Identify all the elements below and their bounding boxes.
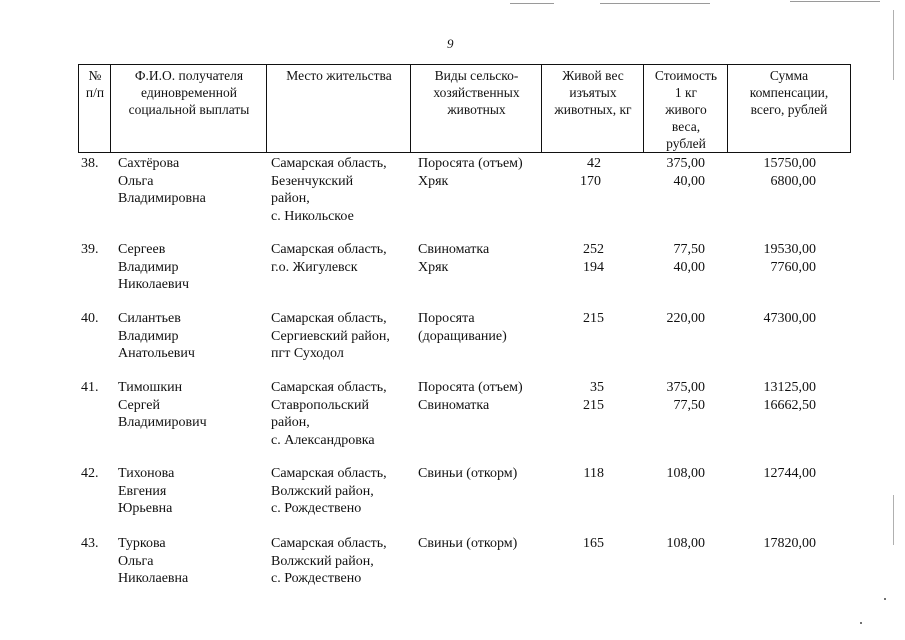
animal-types: Свиноматка Хряк	[418, 242, 490, 275]
header-live-weight: Живой вес изъятых животных, кг	[554, 68, 632, 117]
recipient-name: Туркова Ольга Николаевна	[118, 536, 189, 586]
scan-artifact-line	[790, 1, 880, 2]
animal-types: Поросята (доращивание)	[418, 311, 507, 344]
compensation-sum: 17820,00	[763, 536, 816, 551]
column-divider	[727, 64, 728, 153]
header-residence: Место жительства	[286, 68, 392, 83]
column-divider	[541, 64, 542, 153]
page-number: 9	[447, 36, 454, 51]
residence: Самарская область, Сергиевский район, пгт Суходол	[271, 311, 390, 361]
cost-per-kg: 375,00 77,50	[666, 380, 705, 413]
column-divider	[266, 64, 267, 153]
live-weight: 35 215	[583, 380, 604, 413]
cost-per-kg: 108,00	[666, 536, 705, 551]
residence: Самарская область, г.о. Жигулевск	[271, 242, 387, 275]
row-num: 38.	[81, 156, 99, 171]
cost-per-kg: 220,00	[666, 311, 705, 326]
row-num: 42.	[81, 466, 99, 481]
header-compensation: Сумма компенсации, всего, рублей	[749, 68, 829, 117]
cost-per-kg: 375,00 40,00	[666, 156, 705, 189]
animal-types: Поросята (отъем) Свиноматка	[418, 380, 523, 413]
live-weight: 252 194	[583, 242, 604, 275]
residence: Самарская область, Волжский район, с. Рождествено	[271, 536, 387, 586]
scan-artifact-dot	[860, 622, 862, 624]
header-cost-per-kg: Стоимость 1 кг живого веса, рублей	[654, 68, 718, 151]
column-divider	[410, 64, 411, 153]
cost-per-kg: 77,50 40,00	[673, 242, 705, 275]
animal-types: Свиньи (откорм)	[418, 536, 518, 551]
scan-artifact-line	[600, 3, 710, 4]
row-num: 43.	[81, 536, 99, 551]
row-num: 41.	[81, 380, 99, 395]
recipient-name: Сахтёрова Ольга Владимировна	[118, 156, 206, 206]
live-weight: 118	[583, 466, 604, 481]
animal-types: Свиньи (откорм)	[418, 466, 518, 481]
live-weight: 215	[583, 311, 604, 326]
header-name: Ф.И.О. получателя единовременной социальной выплаты	[128, 68, 250, 117]
column-divider	[643, 64, 644, 153]
live-weight: 165	[583, 536, 604, 551]
compensation-sum: 13125,00 16662,50	[763, 380, 816, 413]
scan-artifact-edge	[893, 10, 894, 80]
header-num: № п/п	[85, 68, 105, 100]
recipient-name: Сергеев Владимир Николаевич	[118, 242, 190, 292]
scan-artifact-dot	[884, 598, 886, 600]
scan-artifact-edge	[893, 495, 894, 545]
header-animal-types: Виды сельско- хозяйственных животных	[433, 68, 520, 117]
recipient-name: Силантьев Владимир Анатольевич	[118, 311, 195, 361]
residence: Самарская область, Безенчукский район, с. Никольское	[271, 156, 387, 224]
row-num: 40.	[81, 311, 99, 326]
recipient-name: Тихонова Евгения Юрьевна	[118, 466, 175, 516]
cost-per-kg: 108,00	[666, 466, 705, 481]
scan-artifact-line	[510, 3, 554, 4]
residence: Самарская область, Ставропольский район, с. Александровка	[271, 380, 387, 448]
compensation-sum: 12744,00	[763, 466, 816, 481]
header-bottom-border	[78, 152, 851, 153]
residence: Самарская область, Волжский район, с. Рождествено	[271, 466, 387, 516]
compensation-sum: 47300,00	[763, 311, 816, 326]
column-divider	[110, 64, 111, 153]
animal-types: Поросята (отъем) Хряк	[418, 156, 523, 189]
compensation-sum: 15750,00 6800,00	[763, 156, 816, 189]
row-num: 39.	[81, 242, 99, 257]
live-weight: 42 170	[580, 156, 601, 189]
recipient-name: Тимошкин Сергей Владимирович	[118, 380, 207, 430]
compensation-sum: 19530,00 7760,00	[763, 242, 816, 275]
